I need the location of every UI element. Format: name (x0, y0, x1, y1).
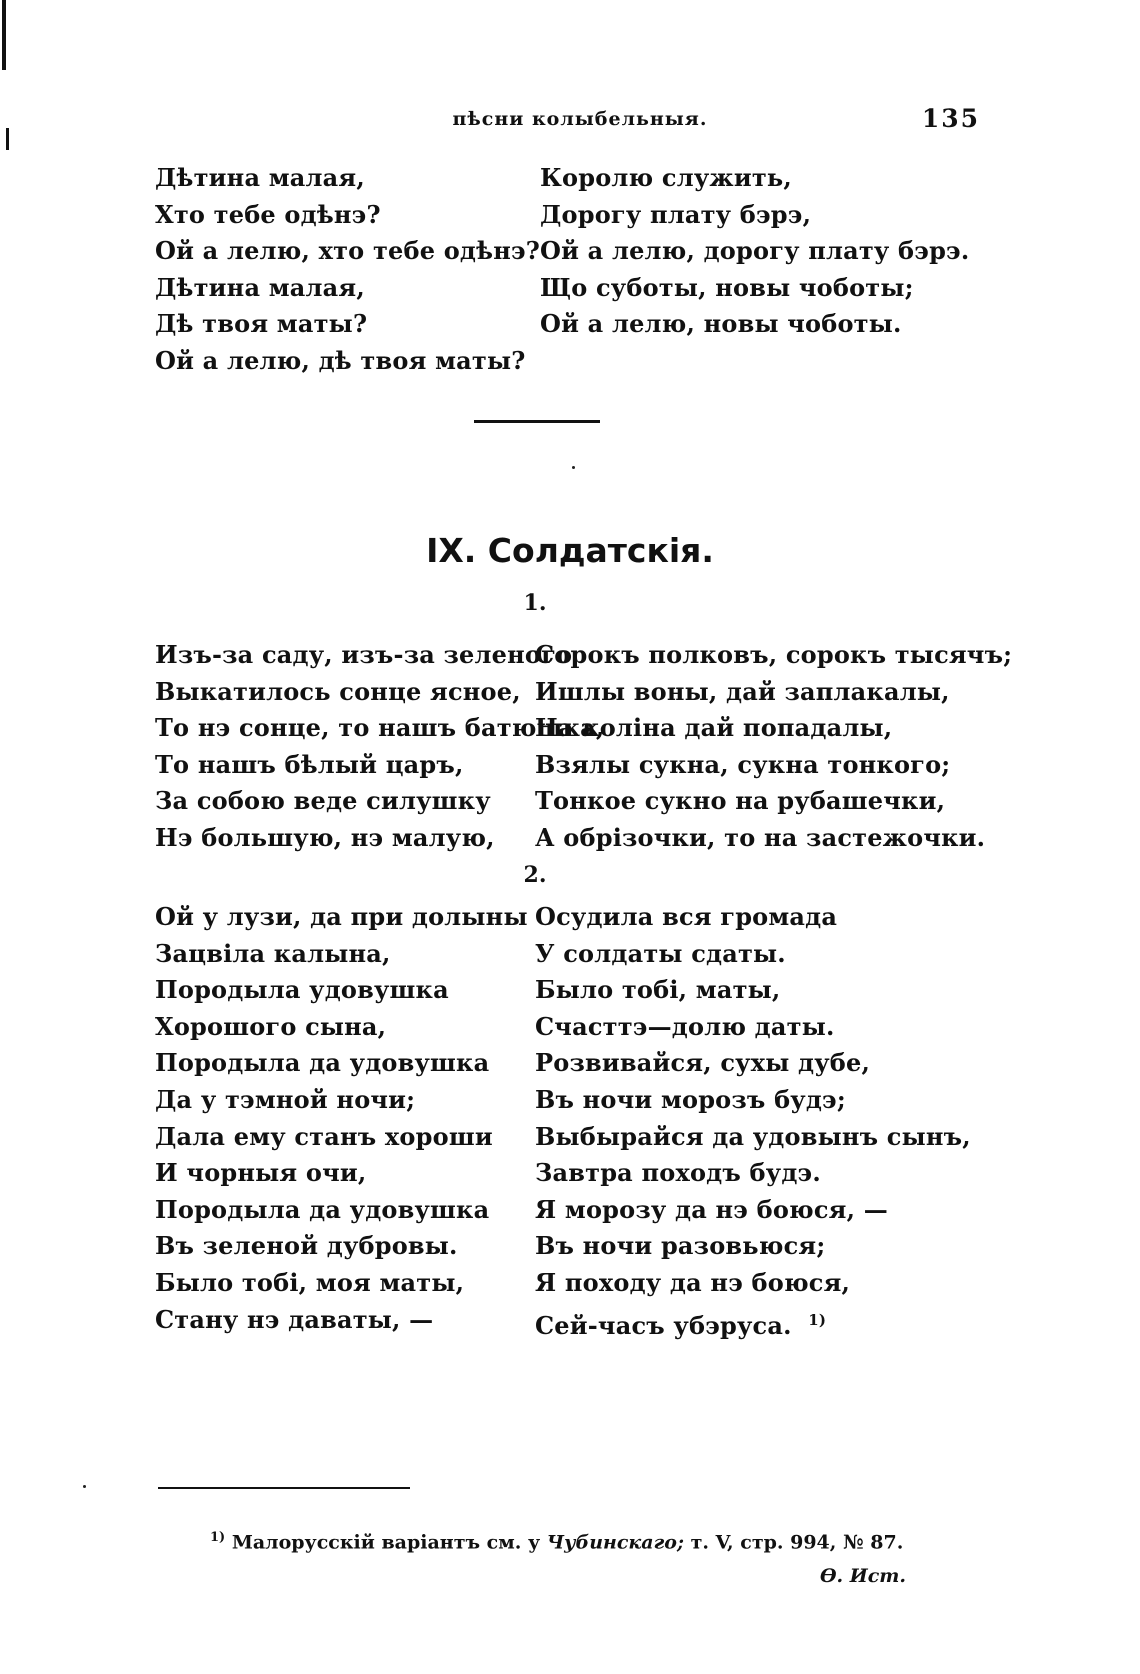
verse-line: Дала ему станъ хороши (155, 1121, 493, 1151)
verse-line: Хто тебе одѣнэ? (155, 199, 381, 229)
verse-line: Счасттэ—долю даты. (535, 1011, 835, 1041)
scan-speck (572, 466, 575, 469)
verse-line: Я морозу да нэ боюся, — (535, 1194, 888, 1224)
verse-line: У солдаты сдаты. (535, 938, 786, 968)
footnote-reference-details: т. V, стр. 994, № 87. (690, 1531, 904, 1554)
verse-line: Выбырайся да удовынъ сынъ, (535, 1121, 971, 1151)
verse-line: Въ ночи разовьюся; (535, 1231, 826, 1261)
verse-line: Породыла да удовушка (155, 1048, 490, 1078)
song-number: 2. (523, 862, 547, 888)
verse-line: Было тобі, маты, (535, 975, 781, 1005)
verse-line: Дѣтина малая, (155, 163, 365, 192)
page-number: 135 (921, 104, 980, 133)
verse-line: Дорогу плату бэрэ, (540, 199, 812, 229)
running-head (160, 104, 980, 142)
footnote (210, 1530, 930, 1553)
verse-line: За собою веде силушку (155, 786, 491, 816)
verse-line: То нэ сонце, то нашъ батюшка, (155, 713, 605, 743)
running-title: пѣсни колыбельныя. (452, 108, 708, 130)
verse-line: Осудила вся громада (535, 902, 838, 931)
verse-line: Ой а лелю, дорогу плату бэрэ. (540, 236, 970, 266)
verse-line: Взялы сукна, сукна тонкого; (535, 749, 951, 779)
verse-line: И чорныя очи, (155, 1158, 367, 1188)
verse-line: Зацвіла калына, (155, 938, 391, 968)
verse-line: То нашъ бѣлый царъ, (155, 749, 464, 779)
footnote-source: Чубинскаго; (546, 1531, 684, 1554)
song-1-right-column (535, 637, 1012, 857)
section-divider-rule (474, 420, 600, 423)
scan-edge-mark (6, 128, 9, 150)
footnote-text: Малорусскій варіантъ см. у (231, 1531, 541, 1554)
lullaby-left-column (155, 160, 540, 380)
section-title: IX. Солдатскія. (426, 531, 714, 570)
verse-line: Нэ большую, нэ малую, (155, 822, 495, 852)
verse-line: На коліна дай попадалы, (535, 713, 893, 743)
verse-line: Завтра походъ будэ. (535, 1158, 821, 1188)
verse-line: Стану нэ даваты, — (155, 1304, 434, 1334)
verse-line: Въ зеленой дубровы. (155, 1231, 458, 1261)
verse-line: Ой а лелю, дѣ твоя маты? (155, 345, 526, 375)
verse-line: Было тобі, моя маты, (155, 1267, 465, 1297)
footnote-marker: 1) (210, 1530, 226, 1545)
footnote-reference: 1) (808, 1310, 827, 1329)
verse-line: Въ ночи морозъ будэ; (535, 1084, 846, 1114)
verse-line: Сорокъ полковъ, сорокъ тысячъ; (535, 640, 1013, 669)
verse-line: Породыла да удовушка (155, 1194, 490, 1224)
verse-line: Да у тэмной ночи; (155, 1084, 416, 1114)
verse-line: Хорошого сына, (155, 1011, 387, 1041)
song-2-right-column (535, 899, 971, 1338)
verse-line: Тонкое сукно на рубашечки, (535, 786, 946, 816)
footnote-separator-rule (158, 1487, 410, 1489)
scan-edge-mark (2, 0, 6, 70)
lullaby-right-column (540, 160, 969, 343)
verse-line: Дѣ твоя маты? (155, 309, 368, 339)
verse-line: Сей-часъ убэруса. (535, 1310, 792, 1340)
verse-line: Ой а лелю, хто тебе одѣнэ? (155, 236, 541, 266)
verse-line: Выкатилось сонце ясное, (155, 676, 521, 706)
verse-line: Я походу да нэ боюся, (535, 1267, 851, 1297)
verse-line: Що суботы, новы чоботы; (540, 272, 914, 302)
verse-line: Розвивайся, сухы дубе, (535, 1048, 871, 1078)
verse-line: Изъ-за саду, изъ-за зеленого (155, 640, 573, 669)
verse-line: Ой у лузи, да при долыны (155, 902, 528, 931)
song-number: 1. (523, 590, 547, 616)
verse-line: Породыла удовушка (155, 975, 449, 1005)
verse-line: Ишлы воны, дай заплакалы, (535, 676, 950, 706)
verse-line: Королю служить, (540, 163, 792, 192)
footnote-signature: Ѳ. Ист. (820, 1565, 907, 1587)
verse-line: Ой а лелю, новы чоботы. (540, 309, 902, 339)
verse-line: А обрізочки, то на застежочки. (535, 822, 986, 852)
scan-speck (83, 1485, 86, 1488)
song-2-left-column (155, 899, 528, 1338)
verse-line: Дѣтина малая, (155, 272, 365, 302)
